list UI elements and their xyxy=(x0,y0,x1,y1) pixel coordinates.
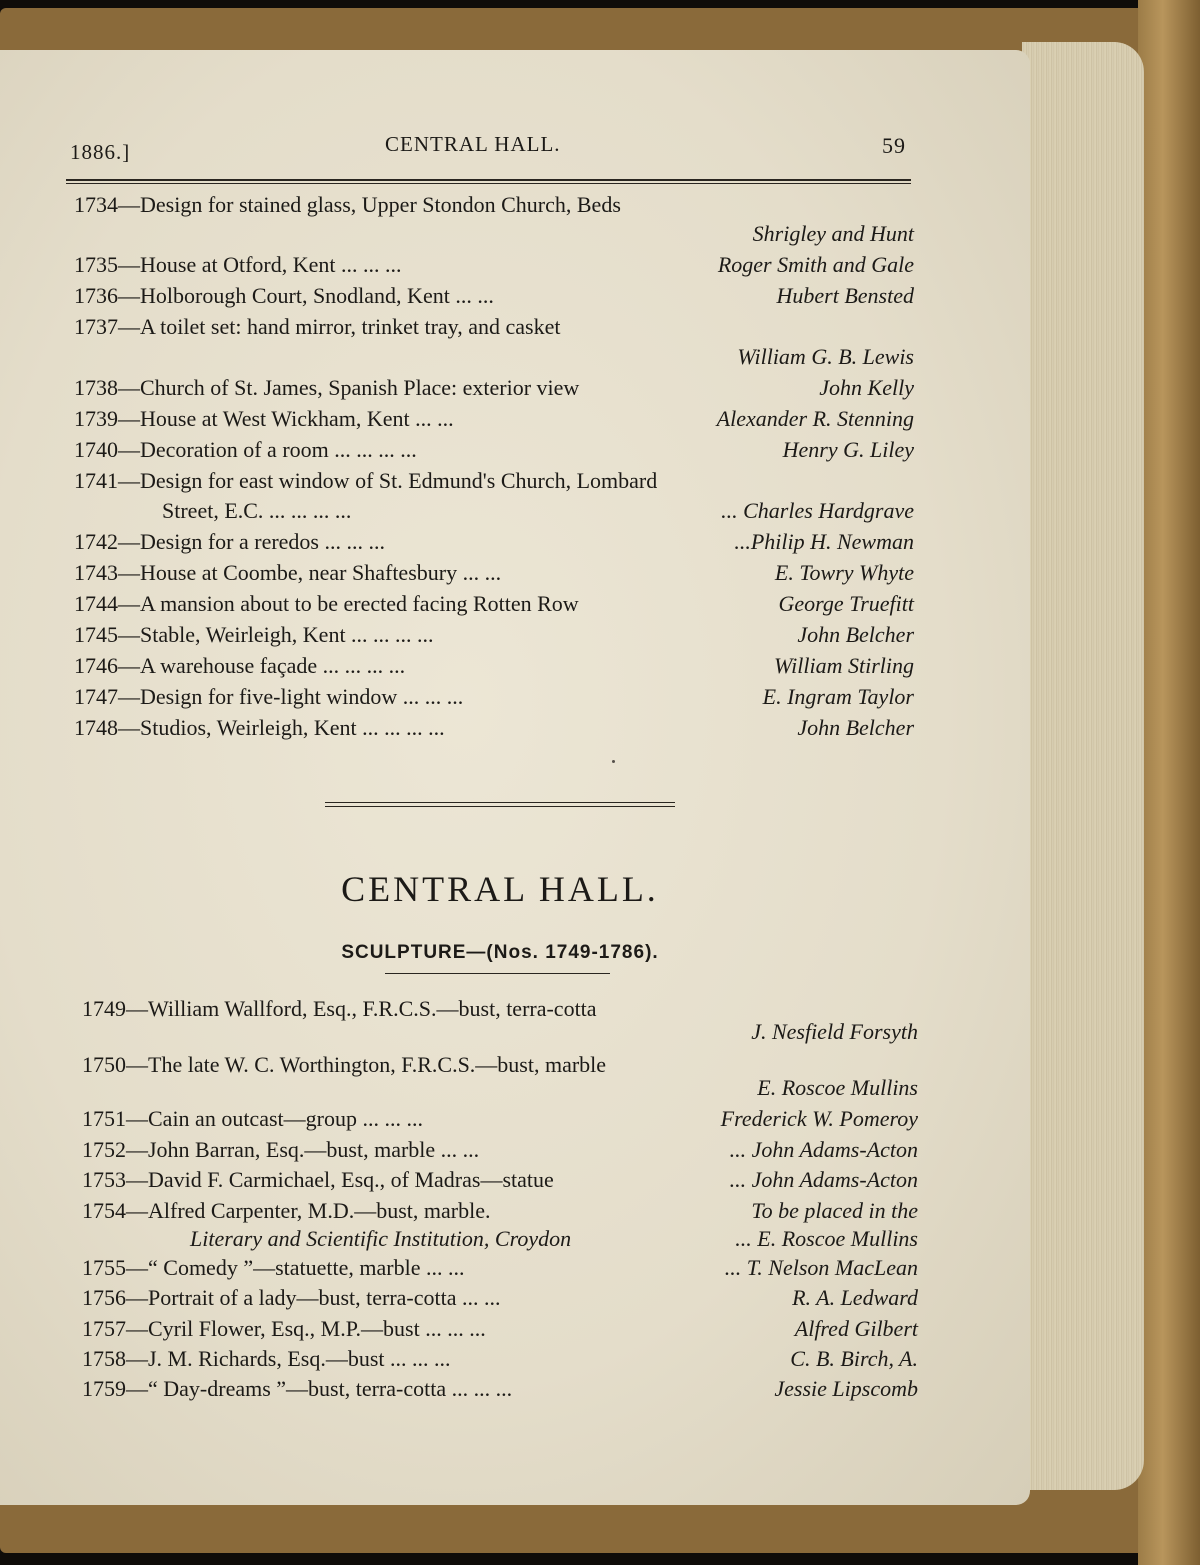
entry-artist: E. Towry Whyte xyxy=(774,560,914,585)
entry-artist: John Kelly xyxy=(819,375,914,400)
entry-title: 1748—Studios, Weirleigh, Kent ... ... ... ... xyxy=(74,715,445,740)
page-fore-edge xyxy=(1022,42,1144,1490)
entry-title: 1753—David F. Carmichael, Esq., of Madras—statue xyxy=(82,1167,554,1192)
entry-artist: Hubert Bensted xyxy=(776,283,914,308)
catalogue-entry xyxy=(82,1137,918,1167)
entry-artist: William G. B. Lewis xyxy=(737,344,914,369)
entry-title: 1745—Stable, Weirleigh, Kent ... ... ... ... xyxy=(74,622,434,647)
entry-artist: Frederick W. Pomeroy xyxy=(720,1106,918,1131)
entry-title: 1741—Design for east window of St. Edmund's Church, Lombard xyxy=(74,468,658,493)
entry-title: 1739—House at West Wickham, Kent ... ... xyxy=(74,406,454,431)
entry-title: 1740—Decoration of a room ... ... ... ... xyxy=(74,437,417,462)
entry-artist: J. Nesfield Forsyth xyxy=(751,1019,918,1044)
ink-dot xyxy=(612,760,615,763)
catalogue-entry xyxy=(74,498,914,528)
entry-title: 1743—House at Coombe, near Shaftesbury ... ... xyxy=(74,560,502,585)
subtitle-rule xyxy=(385,973,610,974)
entry-title: 1738—Church of St. James, Spanish Place: exterior view xyxy=(74,375,580,400)
catalogue-entry xyxy=(74,591,914,621)
entry-artist: E. Roscoe Mullins xyxy=(757,1075,918,1100)
entry-title: 1752—John Barran, Esq.—bust, marble ... ... xyxy=(82,1137,480,1162)
entry-artist: Henry G. Liley xyxy=(782,437,914,462)
entry-artist: E. Ingram Taylor xyxy=(762,684,914,709)
catalogue-entry xyxy=(82,1346,918,1376)
catalogue-entry xyxy=(82,1376,918,1406)
entry-title: 1742—Design for a reredos ... ... ... xyxy=(74,529,385,554)
header-rule-thin xyxy=(66,183,911,184)
catalogue-entry xyxy=(74,715,914,745)
catalogue-entry xyxy=(74,468,914,498)
entry-artist: Shrigley and Hunt xyxy=(752,221,914,246)
entry-artist: Roger Smith and Gale xyxy=(717,252,914,277)
catalogue-entry xyxy=(82,1198,918,1228)
entry-title: 1756—Portrait of a lady—bust, terra-cotta ... ... xyxy=(82,1285,501,1310)
catalogue-entry xyxy=(74,192,914,222)
entry-artist: Alexander R. Stenning xyxy=(716,406,914,431)
entry-title: 1757—Cyril Flower, Esq., M.P.—bust ... ... ... xyxy=(82,1316,486,1341)
entry-title: Literary and Scientific Institution, Croydon xyxy=(190,1226,572,1251)
catalogue-entry xyxy=(74,529,914,559)
entry-artist: John Belcher xyxy=(797,622,914,647)
entry-title: 1751—Cain an outcast—group ... ... ... xyxy=(82,1106,423,1131)
entry-artist: ... John Adams-Acton xyxy=(729,1167,918,1192)
entry-title: 1749—William Wallford, Esq., F.R.C.S.—bust, terra-cotta xyxy=(82,996,597,1021)
section-title: CENTRAL HALL. xyxy=(341,869,659,909)
catalogue-entry xyxy=(82,1255,918,1285)
catalogue-entry xyxy=(82,1285,918,1315)
header-rule xyxy=(66,179,911,181)
entry-title: 1750—The late W. C. Worthington, F.R.C.S.—bust, marble xyxy=(82,1052,607,1077)
entry-artist: To be placed in the xyxy=(751,1198,918,1223)
catalogue-entry xyxy=(74,344,914,374)
catalogue-entry xyxy=(82,1167,918,1197)
header-year: 1886.] xyxy=(70,140,131,164)
entry-title: 1747—Design for five-light window ... ... ... xyxy=(74,684,464,709)
entry-title: 1744—A mansion about to be erected facing Rotten Row xyxy=(74,591,579,616)
entry-artist: George Truefitt xyxy=(778,591,914,616)
catalogue-entry xyxy=(82,1075,918,1105)
running-title: CENTRAL HALL. xyxy=(385,132,561,156)
catalogue-entry xyxy=(74,252,914,282)
entry-artist: ... E. Roscoe Mullins xyxy=(735,1226,918,1251)
entry-artist: C. B. Birch, A. xyxy=(790,1346,918,1371)
entry-title: 1754—Alfred Carpenter, M.D.—bust, marble. xyxy=(82,1198,491,1223)
page-number: 59 xyxy=(882,133,906,158)
entry-title: 1759—“ Day-dreams ”—bust, terra-cotta ... ... ... xyxy=(82,1376,513,1401)
entry-title: 1758—J. M. Richards, Esq.—bust ... ... ... xyxy=(82,1346,451,1371)
catalogue-entry xyxy=(74,437,914,467)
catalogue-entry xyxy=(74,406,914,436)
entry-artist: ...Philip H. Newman xyxy=(734,529,914,554)
catalogue-entry xyxy=(82,1106,918,1136)
entry-title: 1735—House at Otford, Kent ... ... ... xyxy=(74,252,402,277)
catalogue-entry xyxy=(82,1316,918,1346)
catalogue-entry xyxy=(74,314,914,344)
entry-title: Street, E.C. ... ... ... ... xyxy=(162,498,352,523)
entry-title: 1755—“ Comedy ”—statuette, marble ... ... xyxy=(82,1255,465,1280)
entry-artist: ... John Adams-Acton xyxy=(729,1137,918,1162)
entry-artist: Alfred Gilbert xyxy=(794,1316,918,1341)
catalogue-entry xyxy=(82,1019,918,1049)
catalogue-entry xyxy=(74,653,914,683)
catalogue-entry xyxy=(74,684,914,714)
catalogue-entry xyxy=(74,560,914,590)
entry-artist: ... Charles Hardgrave xyxy=(721,498,914,523)
entry-title: 1736—Holborough Court, Snodland, Kent ... ... xyxy=(74,283,494,308)
section-separator xyxy=(325,802,675,803)
entry-title: 1746—A warehouse façade ... ... ... ... xyxy=(74,653,406,678)
entry-artist: John Belcher xyxy=(797,715,914,740)
entry-artist: R. A. Ledward xyxy=(792,1285,918,1310)
entry-artist: Jessie Lipscomb xyxy=(774,1376,918,1401)
catalogue-entry xyxy=(74,283,914,313)
catalogue-entry xyxy=(74,375,914,405)
book-spine-edge xyxy=(1138,0,1200,1565)
section-separator-thin xyxy=(325,806,675,807)
entry-title: 1737—A toilet set: hand mirror, trinket tray, and casket xyxy=(74,314,561,339)
catalogue-entry xyxy=(82,1226,918,1256)
catalogue-entry xyxy=(74,221,914,251)
catalogue-entry xyxy=(74,622,914,652)
entry-title: 1734—Design for stained glass, Upper Stondon Church, Beds xyxy=(74,192,621,217)
entry-artist: ... T. Nelson MacLean xyxy=(724,1255,918,1280)
entry-artist: William Stirling xyxy=(774,653,914,678)
section-subtitle: SCULPTURE—(Nos. 1749-1786). xyxy=(341,942,659,963)
